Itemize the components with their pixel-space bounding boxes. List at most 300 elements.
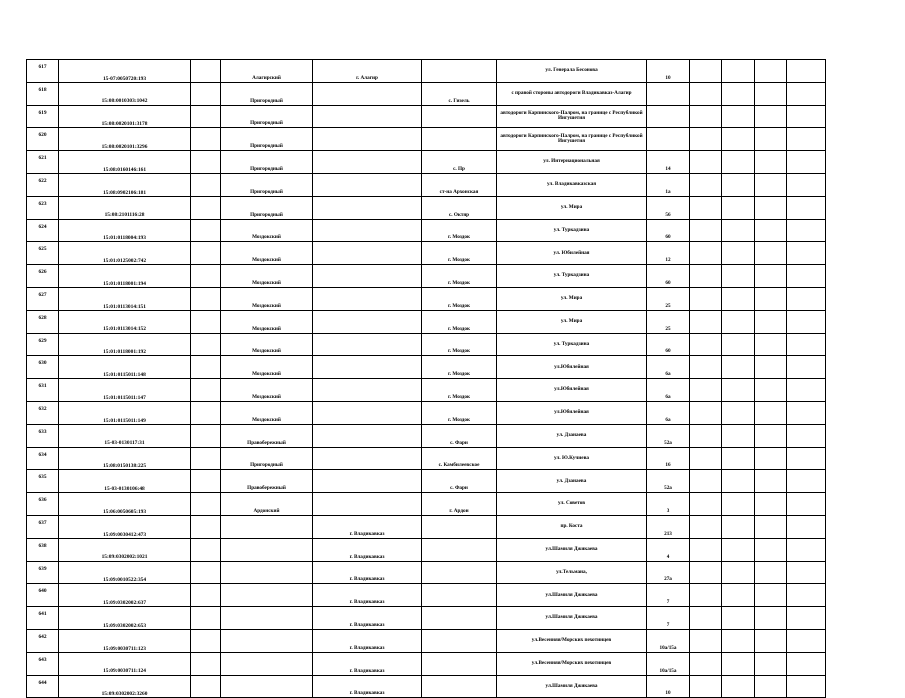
empty-cell <box>787 242 826 265</box>
table-row <box>27 173 826 196</box>
empty-cell <box>690 242 722 265</box>
table-row <box>27 265 826 288</box>
empty-cell <box>191 401 221 424</box>
district-cell: Пригородный <box>221 128 313 151</box>
empty-cell <box>722 584 755 607</box>
row-number-cell: 643 <box>27 652 59 675</box>
empty-cell <box>755 196 787 219</box>
row-number-cell: 618 <box>27 82 59 105</box>
cadastral-number-cell: 15:01:0118001:194 <box>59 265 191 288</box>
cadastral-number-cell: 15:01:0118004:193 <box>59 219 191 242</box>
empty-cell <box>690 401 722 424</box>
empty-cell <box>191 652 221 675</box>
house-number-cell <box>647 128 690 151</box>
empty-cell <box>722 287 755 310</box>
empty-cell <box>191 105 221 128</box>
empty-cell <box>787 652 826 675</box>
empty-cell <box>787 379 826 402</box>
street-cell: ул. Советов <box>497 493 647 516</box>
district-cell: Пригородный <box>221 105 313 128</box>
house-number-cell: 52а <box>647 470 690 493</box>
empty-cell <box>755 675 787 698</box>
empty-cell <box>690 584 722 607</box>
empty-cell <box>755 538 787 561</box>
empty-cell <box>690 675 722 698</box>
empty-cell <box>755 82 787 105</box>
cadastral-number-cell: 15:01:0115011:147 <box>59 379 191 402</box>
empty-cell <box>191 584 221 607</box>
street-cell: ул. Дзанаева <box>497 424 647 447</box>
district-cell <box>221 652 313 675</box>
cadastral-number-cell: 15-07:0050720:193 <box>59 60 191 83</box>
cadastral-number-cell: 15:01:0113014:151 <box>59 287 191 310</box>
row-number-cell: 635 <box>27 470 59 493</box>
empty-cell <box>787 219 826 242</box>
empty-cell <box>755 515 787 538</box>
table-row <box>27 493 826 516</box>
empty-cell <box>755 356 787 379</box>
empty-cell <box>755 265 787 288</box>
street-cell: ул.Весенняя/Морских пехотинцев <box>497 629 647 652</box>
settlement-cell: г. Моздок <box>422 356 497 379</box>
empty-cell <box>787 151 826 174</box>
settlement-cell: г. Моздок <box>422 287 497 310</box>
empty-cell <box>722 219 755 242</box>
table-row <box>27 675 826 698</box>
house-number-cell: 4 <box>647 538 690 561</box>
cadastral-number-cell: 15:09:0302002:637 <box>59 584 191 607</box>
house-number-cell: 3 <box>647 493 690 516</box>
empty-cell <box>191 310 221 333</box>
table-row <box>27 561 826 584</box>
row-number-cell: 634 <box>27 447 59 470</box>
empty-cell <box>722 333 755 356</box>
cadastral-number-cell: 15:09:0030711:123 <box>59 629 191 652</box>
house-number-cell: 7 <box>647 584 690 607</box>
settlement-cell <box>422 561 497 584</box>
street-cell: ул. Мира <box>497 287 647 310</box>
row-number-cell: 632 <box>27 401 59 424</box>
settlement-cell: ст-на Архонская <box>422 173 497 196</box>
cadastral-number-cell: 15:09:0030412:473 <box>59 515 191 538</box>
empty-cell <box>690 607 722 630</box>
empty-cell <box>690 493 722 516</box>
empty-cell <box>722 60 755 83</box>
house-number-cell: 10 <box>647 675 690 698</box>
district-cell: Правобережный <box>221 424 313 447</box>
table-row <box>27 515 826 538</box>
cadastral-number-cell: 15-03-0130117:31 <box>59 424 191 447</box>
house-number-cell: 14 <box>647 151 690 174</box>
empty-cell <box>787 401 826 424</box>
empty-cell <box>722 607 755 630</box>
row-number-cell: 637 <box>27 515 59 538</box>
table-row <box>27 287 826 310</box>
cadastral-number-cell: 15:09:0302002:1021 <box>59 538 191 561</box>
empty-cell <box>755 470 787 493</box>
house-number-cell: 16 <box>647 447 690 470</box>
street-cell: ул. Дзанаева <box>497 470 647 493</box>
empty-cell <box>191 447 221 470</box>
district-cell <box>221 515 313 538</box>
row-number-cell: 630 <box>27 356 59 379</box>
district-cell: Моздокский <box>221 401 313 424</box>
town-cell: г. Владикавказ <box>313 629 422 652</box>
house-number-cell: 60 <box>647 333 690 356</box>
empty-cell <box>755 105 787 128</box>
empty-cell <box>191 538 221 561</box>
empty-cell <box>787 515 826 538</box>
town-cell <box>313 356 422 379</box>
town-cell <box>313 151 422 174</box>
house-number-cell: 10а/15а <box>647 652 690 675</box>
empty-cell <box>722 105 755 128</box>
empty-cell <box>191 515 221 538</box>
cadastral-number-cell: 15:06:0050605:193 <box>59 493 191 516</box>
empty-cell <box>787 493 826 516</box>
row-number-cell: 620 <box>27 128 59 151</box>
table-row <box>27 356 826 379</box>
empty-cell <box>191 287 221 310</box>
settlement-cell <box>422 60 497 83</box>
empty-cell <box>191 493 221 516</box>
street-cell: с правой стороны автодороги Владикавказ-Алагир <box>497 82 647 105</box>
district-cell: Моздокский <box>221 310 313 333</box>
row-number-cell: 622 <box>27 173 59 196</box>
empty-cell <box>787 333 826 356</box>
cadastral-number-cell: 15:08:0902106:181 <box>59 173 191 196</box>
street-cell: ул. Генерала Бесонова <box>497 60 647 83</box>
house-number-cell: 6а <box>647 356 690 379</box>
empty-cell <box>787 470 826 493</box>
street-cell: ул. Юбилейная <box>497 242 647 265</box>
town-cell <box>313 333 422 356</box>
registry-table <box>26 59 826 698</box>
cadastral-number-cell: 15:09:0010522:354 <box>59 561 191 584</box>
settlement-cell <box>422 652 497 675</box>
settlement-cell: с. Фарн <box>422 470 497 493</box>
empty-cell <box>690 105 722 128</box>
row-number-cell: 624 <box>27 219 59 242</box>
empty-cell <box>722 675 755 698</box>
table-row <box>27 629 826 652</box>
empty-cell <box>191 173 221 196</box>
row-number-cell: 641 <box>27 607 59 630</box>
street-cell: ул. Ю.Кучиева <box>497 447 647 470</box>
table-row <box>27 60 826 83</box>
town-cell <box>313 242 422 265</box>
empty-cell <box>191 82 221 105</box>
town-cell <box>313 219 422 242</box>
town-cell <box>313 310 422 333</box>
cadastral-number-cell: 15:09:0030711:124 <box>59 652 191 675</box>
empty-cell <box>755 128 787 151</box>
empty-cell <box>722 629 755 652</box>
street-cell: пр. Коста <box>497 515 647 538</box>
district-cell: Моздокский <box>221 379 313 402</box>
street-cell: автодороги Карпинского-Палром, на границе с Республикой Ингушетия <box>497 105 647 128</box>
street-cell: ул. Мира <box>497 196 647 219</box>
settlement-cell: с. Гизель <box>422 82 497 105</box>
settlement-cell <box>422 515 497 538</box>
empty-cell <box>787 60 826 83</box>
district-cell: Алагирский <box>221 60 313 83</box>
empty-cell <box>755 151 787 174</box>
cadastral-number-cell: 15-03-0130106:48 <box>59 470 191 493</box>
empty-cell <box>690 128 722 151</box>
row-number-cell: 642 <box>27 629 59 652</box>
empty-cell <box>755 401 787 424</box>
town-cell: г. Владикавказ <box>313 584 422 607</box>
row-number-cell: 640 <box>27 584 59 607</box>
row-number-cell: 617 <box>27 60 59 83</box>
empty-cell <box>191 379 221 402</box>
empty-cell <box>722 424 755 447</box>
table-row <box>27 607 826 630</box>
cadastral-number-cell: 15:08:0020101:3296 <box>59 128 191 151</box>
empty-cell <box>755 493 787 516</box>
empty-cell <box>690 515 722 538</box>
district-cell: Пригородный <box>221 151 313 174</box>
settlement-cell <box>422 128 497 151</box>
cadastral-number-cell: 15:01:0115011:148 <box>59 356 191 379</box>
empty-cell <box>755 379 787 402</box>
empty-cell <box>690 356 722 379</box>
table-row <box>27 219 826 242</box>
empty-cell <box>787 538 826 561</box>
district-cell <box>221 607 313 630</box>
empty-cell <box>755 584 787 607</box>
empty-cell <box>191 356 221 379</box>
row-number-cell: 639 <box>27 561 59 584</box>
settlement-cell: с. Фарн <box>422 424 497 447</box>
empty-cell <box>191 265 221 288</box>
town-cell <box>313 493 422 516</box>
table-row <box>27 242 826 265</box>
street-cell: ул. Туркадзина <box>497 333 647 356</box>
empty-cell <box>690 196 722 219</box>
empty-cell <box>690 538 722 561</box>
table-row <box>27 447 826 470</box>
house-number-cell: 25 <box>647 310 690 333</box>
row-number-cell: 625 <box>27 242 59 265</box>
district-cell: Пригородный <box>221 196 313 219</box>
house-number-cell: 12 <box>647 242 690 265</box>
settlement-cell: г. Моздок <box>422 333 497 356</box>
cadastral-number-cell: 15:01:0125002:742 <box>59 242 191 265</box>
cadastral-number-cell: 15:08:0020101:3178 <box>59 105 191 128</box>
town-cell <box>313 424 422 447</box>
table-row <box>27 151 826 174</box>
settlement-cell <box>422 675 497 698</box>
empty-cell <box>191 470 221 493</box>
empty-cell <box>755 242 787 265</box>
street-cell: ул.Шамиля Джикаева <box>497 538 647 561</box>
district-cell: Пригородный <box>221 82 313 105</box>
cadastral-number-cell: 15:01:0115011:149 <box>59 401 191 424</box>
empty-cell <box>755 287 787 310</box>
town-cell: г. Владикавказ <box>313 515 422 538</box>
empty-cell <box>722 82 755 105</box>
empty-cell <box>755 652 787 675</box>
empty-cell <box>722 310 755 333</box>
settlement-cell: с. Октяр <box>422 196 497 219</box>
cadastral-number-cell: 15:08:0150138:225 <box>59 447 191 470</box>
table-row <box>27 333 826 356</box>
house-number-cell: 6а <box>647 401 690 424</box>
cadastral-number-cell: 15:09:0302002:3260 <box>59 675 191 698</box>
settlement-cell: с. Пр <box>422 151 497 174</box>
district-cell <box>221 584 313 607</box>
table-row <box>27 196 826 219</box>
row-number-cell: 644 <box>27 675 59 698</box>
district-cell: Моздокский <box>221 333 313 356</box>
district-cell <box>221 561 313 584</box>
empty-cell <box>722 538 755 561</box>
table-row <box>27 128 826 151</box>
town-cell <box>313 379 422 402</box>
town-cell <box>313 128 422 151</box>
street-cell: ул.Весенняя/Морских пехотинцев <box>497 652 647 675</box>
empty-cell <box>690 219 722 242</box>
table-row <box>27 82 826 105</box>
district-cell <box>221 629 313 652</box>
town-cell <box>313 287 422 310</box>
street-cell: ул. Туркадзина <box>497 219 647 242</box>
street-cell: автодороги Карпинского-Палром, на границе с Республикой Ингушетия <box>497 128 647 151</box>
cadastral-number-cell: 15:08:2101116:28 <box>59 196 191 219</box>
row-number-cell: 626 <box>27 265 59 288</box>
house-number-cell <box>647 105 690 128</box>
settlement-cell <box>422 629 497 652</box>
house-number-cell: 60 <box>647 265 690 288</box>
empty-cell <box>755 561 787 584</box>
row-number-cell: 627 <box>27 287 59 310</box>
table-row <box>27 652 826 675</box>
district-cell: Моздокский <box>221 265 313 288</box>
settlement-cell: г. Моздок <box>422 219 497 242</box>
row-number-cell: 638 <box>27 538 59 561</box>
empty-cell <box>722 151 755 174</box>
empty-cell <box>755 424 787 447</box>
empty-cell <box>690 333 722 356</box>
empty-cell <box>191 242 221 265</box>
empty-cell <box>787 584 826 607</box>
empty-cell <box>755 607 787 630</box>
empty-cell <box>690 424 722 447</box>
empty-cell <box>787 561 826 584</box>
empty-cell <box>191 561 221 584</box>
house-number-cell <box>647 82 690 105</box>
row-number-cell: 633 <box>27 424 59 447</box>
street-cell: ул. Мира <box>497 310 647 333</box>
district-cell: Моздокский <box>221 242 313 265</box>
house-number-cell: 10 <box>647 60 690 83</box>
settlement-cell: г. Моздок <box>422 379 497 402</box>
empty-cell <box>755 629 787 652</box>
empty-cell <box>191 128 221 151</box>
street-cell: ул.Шамиля Джикаева <box>497 584 647 607</box>
empty-cell <box>787 629 826 652</box>
row-number-cell: 629 <box>27 333 59 356</box>
empty-cell <box>755 447 787 470</box>
empty-cell <box>787 607 826 630</box>
cadastral-number-cell: 15:08:0160146:161 <box>59 151 191 174</box>
table-row <box>27 470 826 493</box>
settlement-cell <box>422 584 497 607</box>
row-number-cell: 619 <box>27 105 59 128</box>
street-cell: ул.Юбилейная <box>497 401 647 424</box>
empty-cell <box>787 287 826 310</box>
district-cell: Ардонский <box>221 493 313 516</box>
empty-cell <box>191 60 221 83</box>
empty-cell <box>787 105 826 128</box>
town-cell <box>313 401 422 424</box>
district-cell: Пригородный <box>221 173 313 196</box>
town-cell <box>313 82 422 105</box>
empty-cell <box>690 265 722 288</box>
house-number-cell: 52а <box>647 424 690 447</box>
empty-cell <box>755 310 787 333</box>
cadastral-number-cell: 15:08:0010303:1042 <box>59 82 191 105</box>
empty-cell <box>722 652 755 675</box>
house-number-cell: 27а <box>647 561 690 584</box>
empty-cell <box>191 219 221 242</box>
empty-cell <box>787 356 826 379</box>
empty-cell <box>690 310 722 333</box>
empty-cell <box>722 470 755 493</box>
table-row <box>27 401 826 424</box>
table-body <box>27 60 826 698</box>
empty-cell <box>787 196 826 219</box>
empty-cell <box>755 219 787 242</box>
empty-cell <box>787 173 826 196</box>
empty-cell <box>722 173 755 196</box>
town-cell: г. Владикавказ <box>313 538 422 561</box>
empty-cell <box>722 447 755 470</box>
street-cell: ул.Юбилейная <box>497 379 647 402</box>
settlement-cell: г. Моздок <box>422 401 497 424</box>
town-cell <box>313 173 422 196</box>
cadastral-number-cell: 15:09:0302002:653 <box>59 607 191 630</box>
street-cell: ул.Шамиля Джикаева <box>497 607 647 630</box>
table-row <box>27 105 826 128</box>
empty-cell <box>690 470 722 493</box>
empty-cell <box>755 60 787 83</box>
house-number-cell: 213 <box>647 515 690 538</box>
table-row <box>27 538 826 561</box>
house-number-cell: 25 <box>647 287 690 310</box>
empty-cell <box>191 607 221 630</box>
empty-cell <box>722 379 755 402</box>
row-number-cell: 628 <box>27 310 59 333</box>
district-cell <box>221 538 313 561</box>
settlement-cell <box>422 538 497 561</box>
street-cell: ул.Тельмана, <box>497 561 647 584</box>
empty-cell <box>722 196 755 219</box>
town-cell <box>313 105 422 128</box>
empty-cell <box>787 265 826 288</box>
street-cell: ул. Туркадзина <box>497 265 647 288</box>
town-cell <box>313 265 422 288</box>
row-number-cell: 621 <box>27 151 59 174</box>
table-row <box>27 379 826 402</box>
empty-cell <box>755 173 787 196</box>
empty-cell <box>191 675 221 698</box>
house-number-cell: 56 <box>647 196 690 219</box>
town-cell: г. Владикавказ <box>313 652 422 675</box>
empty-cell <box>690 629 722 652</box>
